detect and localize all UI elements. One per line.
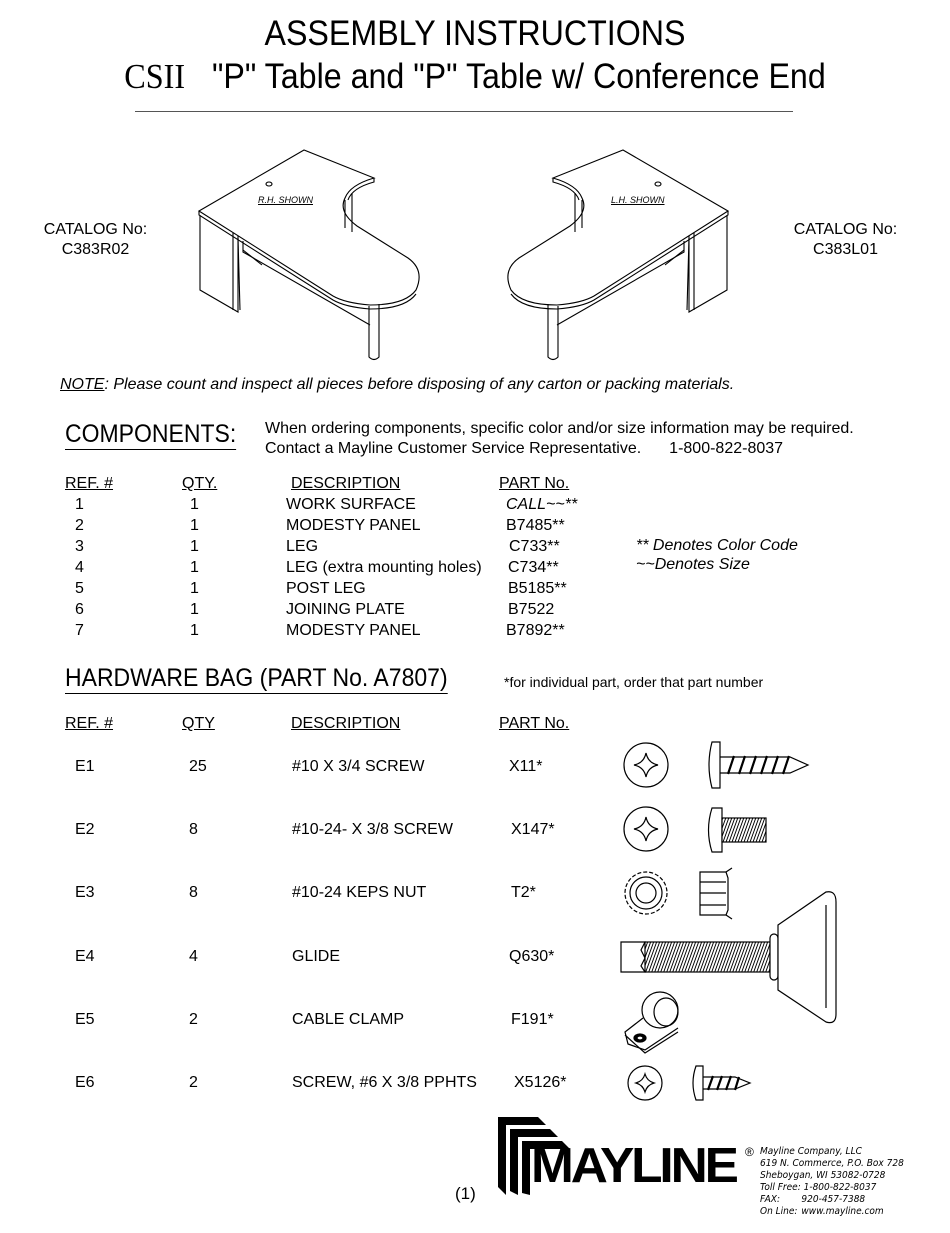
document-title: ASSEMBLY INSTRUCTIONS	[264, 14, 686, 53]
part-cell: Q630*	[509, 948, 555, 965]
website[interactable]: www.mayline.com	[801, 1206, 884, 1217]
col-header-qty: QTY.	[182, 475, 218, 492]
description-cell: MODESTY PANEL	[286, 517, 421, 534]
ref-cell: E6	[75, 1074, 95, 1091]
part-cell: CALL~~**	[506, 496, 578, 513]
toll-free-number: 1-800-822-8037	[803, 1182, 877, 1193]
ref-cell: E4	[75, 948, 95, 965]
qty-cell: 8	[189, 884, 198, 901]
part-cell: B7892**	[506, 622, 565, 639]
ref-cell: 7	[75, 622, 84, 639]
qty-cell: 1	[190, 580, 199, 597]
ref-cell: 2	[75, 517, 84, 534]
fax-number: 920-457-7388	[801, 1194, 866, 1205]
part-cell: B7522	[508, 601, 555, 618]
description-cell: SCREW, #6 X 3/8 PPHTS	[292, 1074, 477, 1091]
cable-clamp-icon	[625, 992, 678, 1053]
description-cell: #10 X 3/4 SCREW	[292, 758, 425, 775]
part-cell: F191*	[511, 1011, 554, 1028]
ref-cell: 6	[75, 601, 84, 618]
hw-col-header-description: DESCRIPTION	[291, 715, 401, 732]
part-cell: B7485**	[506, 517, 565, 534]
rh-shown-label: R.H. SHOWN	[258, 195, 313, 205]
small-screw-icon	[628, 1066, 750, 1100]
col-header-ref: REF. #	[65, 475, 114, 492]
description-cell: LEG (extra mounting holes)	[286, 559, 482, 576]
part-cell: B5185**	[508, 580, 567, 597]
hardware-footnote: *for individual part, order that part number	[504, 674, 764, 690]
catalog-label: CATALOG No:	[793, 221, 898, 238]
description-cell: GLIDE	[292, 948, 341, 965]
mayline-wordmark: MAYLINE	[531, 1139, 736, 1193]
hardware-bag-heading: HARDWARE BAG (PART No. A7807)	[65, 664, 448, 692]
hw-col-header-ref: REF. #	[65, 715, 114, 732]
keps-nut-icon	[625, 868, 732, 919]
col-header-part: PART No.	[499, 475, 570, 492]
toll-free-label: Toll Free:	[760, 1182, 801, 1193]
company-name: Mayline Company, LLC	[760, 1146, 862, 1157]
ref-cell: 1	[75, 496, 84, 513]
ref-cell: E3	[75, 884, 95, 901]
description-cell: #10-24 KEPS NUT	[292, 884, 427, 901]
catalog-label: CATALOG No:	[43, 221, 148, 238]
description-cell: LEG	[286, 538, 319, 555]
page-number: (1)	[455, 1184, 476, 1203]
qty-cell: 1	[190, 517, 199, 534]
part-cell: X5126*	[514, 1074, 567, 1091]
legend-color-code: ** Denotes Color Code	[636, 537, 798, 554]
col-header-description: DESCRIPTION	[291, 475, 401, 492]
part-cell: C733**	[509, 538, 560, 555]
description-cell: WORK SURFACE	[286, 496, 416, 513]
legend-size: ~~Denotes Size	[636, 556, 750, 573]
part-cell: X11*	[509, 758, 543, 775]
description-cell: JOINING PLATE	[286, 601, 405, 618]
qty-cell: 2	[189, 1011, 198, 1028]
note-label: NOTE	[60, 376, 105, 393]
note-text: : Please count and inspect all pieces before disposing of any carton or packing materials.	[104, 376, 735, 393]
registered-mark: ®	[745, 1145, 754, 1159]
part-cell: C734**	[508, 559, 559, 576]
description-cell: POST LEG	[286, 580, 366, 597]
qty-cell: 25	[189, 758, 207, 775]
ref-cell: E2	[75, 821, 95, 838]
components-info-line2: Contact a Mayline Customer Service Representative.	[265, 440, 642, 457]
part-cell: T2*	[511, 884, 536, 901]
components-heading: COMPONENTS:	[65, 420, 237, 448]
qty-cell: 8	[189, 821, 198, 838]
fax-label: FAX:	[760, 1194, 781, 1205]
description-cell: MODESTY PANEL	[286, 622, 421, 639]
company-address	[760, 1146, 904, 1218]
machine-screw-icon	[624, 807, 766, 852]
description-cell: CABLE CLAMP	[292, 1011, 405, 1028]
qty-cell: 1	[190, 538, 199, 555]
lh-shown-label: L.H. SHOWN	[611, 195, 665, 205]
part-cell: X147*	[511, 821, 555, 838]
ref-cell: 5	[75, 580, 84, 597]
customer-service-phone: 1-800-822-8037	[669, 440, 784, 457]
qty-cell: 1	[190, 601, 199, 618]
online-label: On Line:	[760, 1206, 798, 1217]
ref-cell: 3	[75, 538, 84, 555]
hw-col-header-qty: QTY	[182, 715, 215, 732]
qty-cell: 1	[190, 496, 199, 513]
description-cell: #10-24- X 3/8 SCREW	[292, 821, 453, 838]
glide-icon	[621, 892, 836, 1023]
street-address: 619 N. Commerce, P.O. Box 728	[760, 1158, 904, 1169]
product-line: CSII	[124, 57, 186, 96]
qty-cell: 1	[190, 622, 199, 639]
ref-cell: 4	[75, 559, 84, 576]
qty-cell: 1	[190, 559, 199, 576]
qty-cell: 4	[189, 948, 198, 965]
hw-col-header-part: PART No.	[499, 715, 570, 732]
catalog-number: C383R02	[61, 241, 130, 258]
product-name: "P" Table and "P" Table w/ Conference End	[211, 57, 826, 96]
catalog-number: C383L01	[813, 241, 878, 258]
ref-cell: E1	[75, 758, 95, 775]
city-state-zip: Sheboygan, WI 53082-0728	[760, 1170, 886, 1181]
components-info-line1: When ordering components, specific color and/or size information may be required.	[265, 420, 854, 437]
ref-cell: E5	[75, 1011, 95, 1028]
qty-cell: 2	[189, 1074, 198, 1091]
wood-screw-icon	[624, 742, 808, 788]
